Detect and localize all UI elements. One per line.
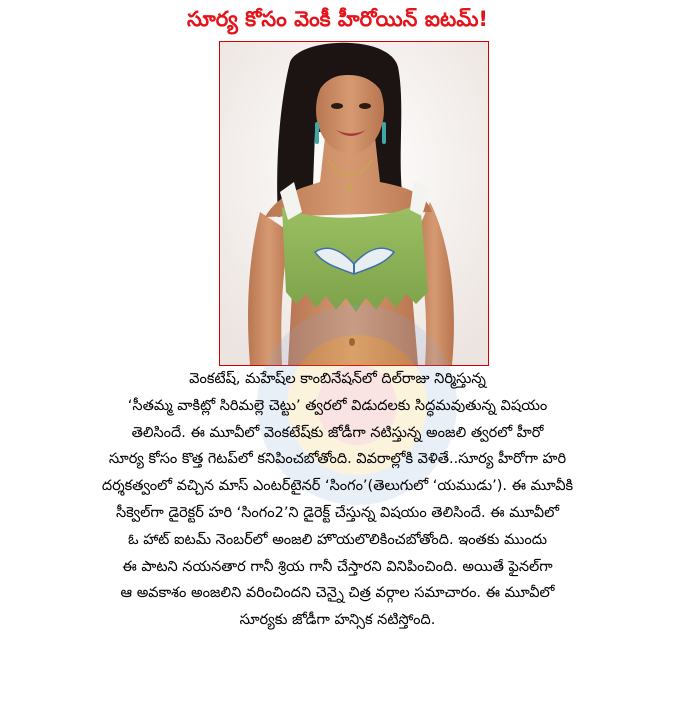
article-line: తెలిసిందే. ఈ మూవీలో వెంకటేష్‌కు జోడీగా నటిస్తున్న అంజలి త్వరలో హీరో: [131, 424, 544, 441]
article-line: ఆ అవకాశం అంజలిని వరించిందని చెన్నై చిత్ర వర్గాల సమాచారం. ఈ మూవీలో: [120, 585, 555, 602]
article-line: ఈ పాటని నయనతార గానీ శ్రియ గానీ చేస్తారని వినిపించింది. అయితే ఫైనల్‌గా: [122, 558, 553, 575]
article-line: దర్శకత్వంలో వచ్చిన మాస్ ఎంటర్‌టైనర్ ‘సింగం’(తెలుగులో ‘యముడు’). ఈ మూవీకి: [101, 478, 574, 495]
article-line: వెంకటేష్, మహేష్‌ల కాంబినేషన్‌లో దిల్‌రాజు నిర్మిస్తున్న: [189, 371, 486, 387]
article-line: ఓ హాట్ ఐటమ్ నెంబర్‌లో అంజలి హొయలొలికించబోతోంది. ఇంతకు ముందు: [127, 531, 547, 548]
article-line: సీక్వెల్‌గా డైరెక్టర్ హరి ‘సింగం2’ని డైరెక్ట్ చేస్తున్న విషయం తెలిసిందే. ఈ మూవీలో: [115, 504, 560, 521]
headline: సూర్య కోసం వెంకీ హీరోయిన్ ఐటమ్!: [187, 7, 488, 31]
article-line: సూర్యకు జోడీగా హన్సిక నటిస్తోంది.: [239, 612, 436, 629]
article-line: ‘సీతమ్మ వాకిట్లో సిరిమల్లె చెట్టు’ త్వరలో విడుదలకు సిద్ధమవుతున్న విషయం: [127, 397, 548, 414]
article-line: సూర్య కోసం కొత్త గెటప్‌లో కనిపించబోతోంది. వివరాల్లోకి వెళితే..సూర్య హీరోగా హరి: [108, 451, 567, 468]
article-body: [0, 366, 675, 634]
